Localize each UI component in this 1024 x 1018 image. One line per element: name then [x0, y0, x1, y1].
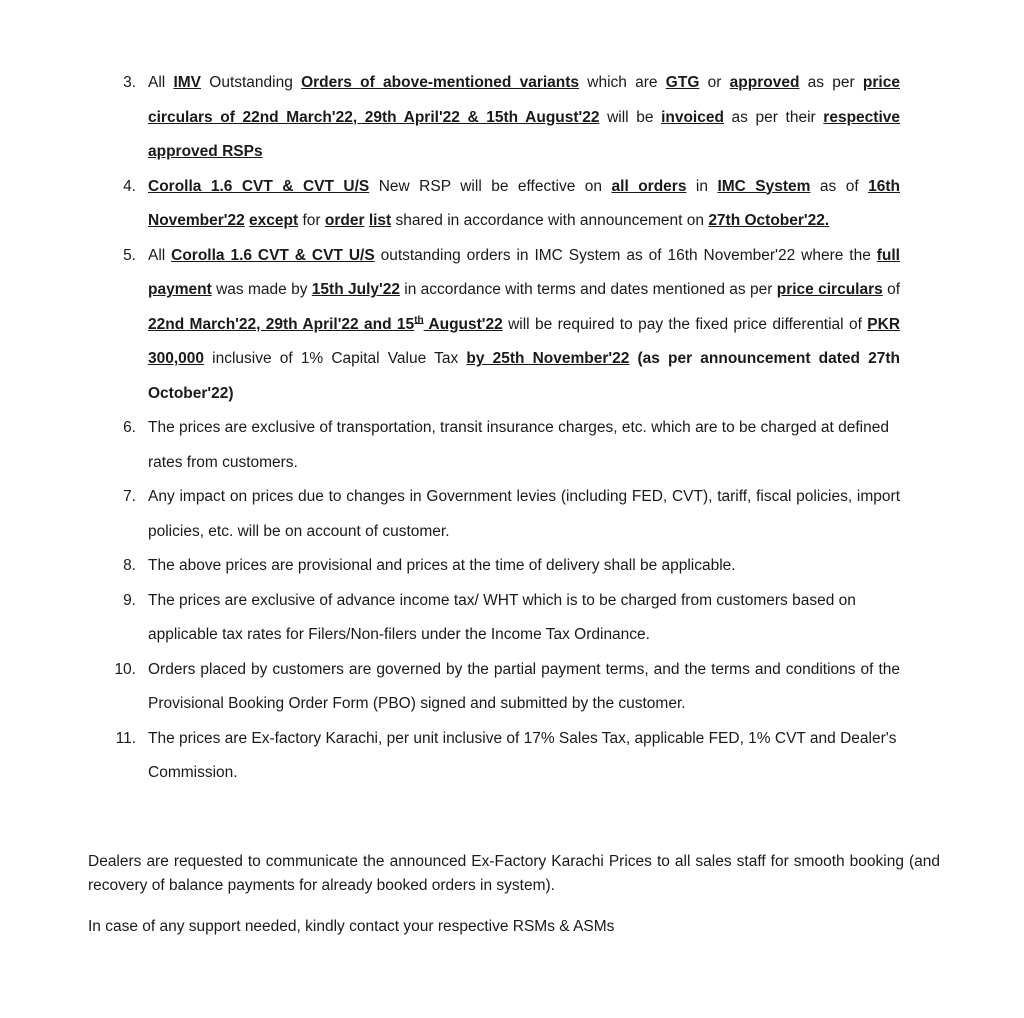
item-number: 4.: [123, 177, 136, 195]
item-number: 8.: [123, 557, 136, 574]
closing-paragraph: Dealers are requested to communicate the announced Ex-Factory Karachi Prices to all sales staff for smooth booking (and recovery of balance payments for already booked orders in system).: [88, 852, 940, 894]
item-text: [148, 66, 900, 170]
text-run: in accordance with terms and dates mentioned as per: [399, 281, 777, 298]
text-run: will be required to pay the fixed price differential of: [502, 315, 868, 333]
text-run: as per: [799, 74, 863, 91]
item-text: [148, 239, 900, 412]
list-item: [0, 239, 900, 412]
text-run: (as per announcement dated 27th October'22): [148, 350, 900, 402]
text-run: GTG: [665, 74, 700, 91]
text-run: The prices are exclusive of advance income tax/ WHT which is to be charged from customers based on applicable tax rates for Filers/Non-filers under the Income Tax Ordinance.: [148, 591, 856, 643]
text-run: Corolla 1.6 CVT & CVT U/S: [171, 246, 375, 264]
list-item: [0, 411, 900, 480]
text-run: IMC System: [717, 177, 811, 195]
text-run: PKR 300,000: [148, 315, 901, 367]
text-run: approved: [729, 74, 800, 91]
item-number: 9.: [123, 591, 136, 609]
text-run: or: [699, 74, 730, 91]
text-run: except: [249, 212, 299, 229]
item-number: 11.: [115, 729, 136, 747]
item-number: 5.: [123, 246, 136, 264]
text-run: New RSP will be effective on: [369, 177, 612, 195]
item-number: 6.: [123, 419, 136, 436]
text-run: Outstanding: [201, 74, 302, 91]
text-run: The prices are exclusive of transportation, transit insurance charges, etc. which are to be charged at defined rates from customers.: [148, 419, 889, 471]
text-run: by 25th November'22: [466, 350, 630, 367]
text-run: All: [148, 74, 174, 91]
text-run: Any impact on prices due to changes in Government levies (including FED, CVT), tariff, fiscal policies, import policies, etc. will be on account of customer.: [148, 488, 900, 540]
text-run: for: [298, 212, 325, 229]
text-run: which are: [579, 74, 666, 91]
text-run: inclusive of 1% Capital Value Tax: [204, 350, 467, 367]
text-run: IMV: [173, 74, 202, 91]
list-item: [0, 549, 900, 584]
list-item: [0, 170, 900, 239]
text-run: The above prices are provisional and prices at the time of delivery shall be applicable.: [148, 557, 736, 574]
text-run: will be: [599, 108, 662, 126]
text-run: th: [414, 314, 424, 326]
text-run: price circulars of 22nd March'22, 29th April'22 & 15th August'22: [148, 74, 900, 126]
text-run: 16th November'22: [148, 177, 900, 229]
item-number: 3.: [123, 74, 136, 91]
text-run: as of: [810, 177, 869, 195]
item-number: 10.: [114, 660, 136, 678]
text-run: invoiced: [661, 108, 724, 126]
support-paragraph: In case of any support needed, kindly contact your respective RSMs & ASMs: [88, 917, 615, 935]
text-run: August'22: [423, 315, 503, 333]
text-run: Orders of above-mentioned variants: [301, 74, 580, 91]
list-item: [0, 722, 900, 791]
text-run: All: [148, 246, 172, 264]
item-text: [148, 411, 900, 480]
terms-list: [0, 66, 1024, 791]
list-item: [0, 480, 900, 549]
item-text: [148, 653, 900, 722]
text-run: shared in accordance with announcement on: [391, 212, 709, 229]
list-item: [0, 66, 900, 170]
text-run: 15th July'22: [311, 281, 400, 298]
item-text: [148, 480, 900, 549]
list-item: [0, 653, 900, 722]
list-item: [0, 584, 900, 653]
text-run: of: [882, 281, 901, 298]
text-run: in: [686, 177, 718, 195]
text-run: price circulars: [776, 281, 883, 298]
text-run: all orders: [611, 177, 687, 195]
text-run: The prices are Ex-factory Karachi, per unit inclusive of 17% Sales Tax, applicable FED, 1% CVT and Dealer's Commission.: [148, 729, 897, 781]
item-text: [148, 584, 900, 653]
item-text: [148, 722, 900, 791]
text-run: list: [368, 212, 392, 229]
text-run: 27th October'22.: [708, 212, 830, 229]
text-run: 22nd March'22, 29th April'22 and 15: [148, 315, 415, 333]
text-run: outstanding orders in IMC System as of 16th November'22 where the: [374, 246, 877, 264]
item-text: [148, 170, 900, 239]
text-run: full payment: [148, 246, 900, 298]
text-run: Corolla 1.6 CVT & CVT U/S: [148, 177, 370, 195]
text-run: Orders placed by customers are governed by the partial payment terms, and the terms and conditions of the Provisional Booking Order Form (PBO) signed and submitted by the customer.: [148, 660, 900, 712]
text-run: as per their: [723, 108, 824, 126]
text-run: was made by: [211, 281, 312, 298]
item-text: [148, 549, 900, 584]
item-number: 7.: [123, 488, 136, 505]
text-run: respective approved RSPs: [148, 108, 900, 160]
text-run: order: [324, 212, 365, 229]
